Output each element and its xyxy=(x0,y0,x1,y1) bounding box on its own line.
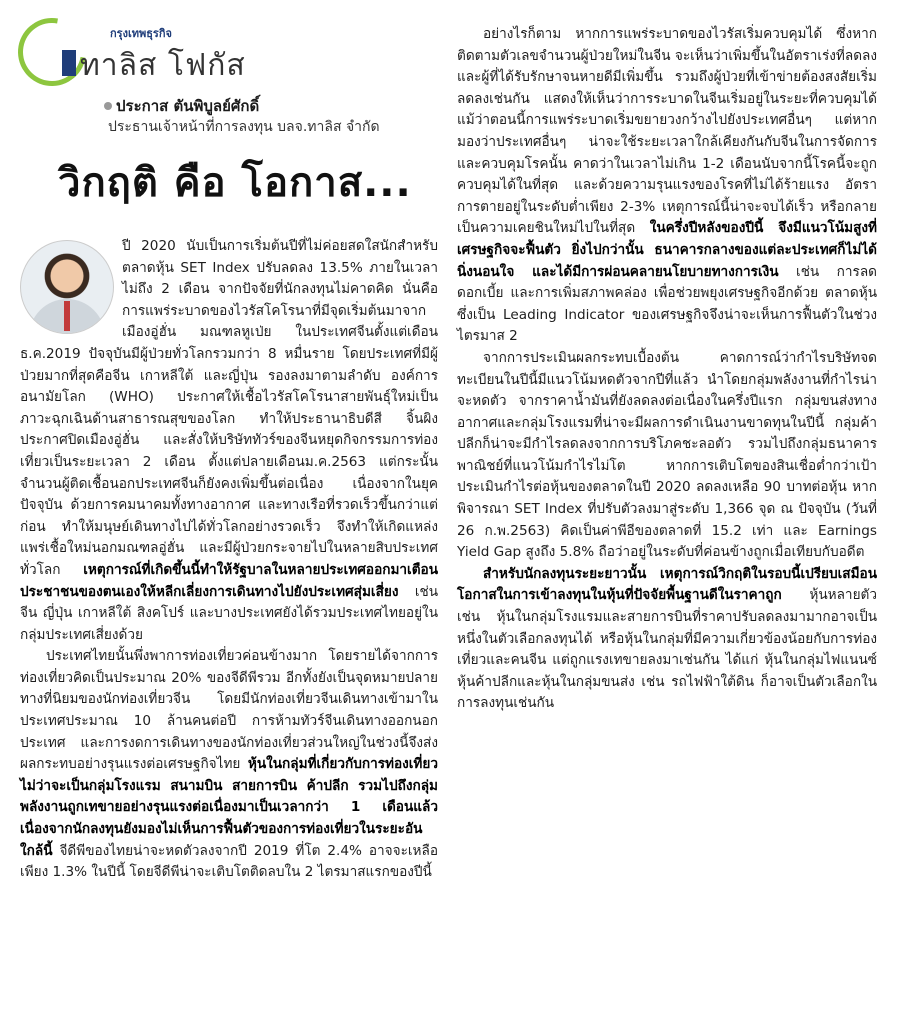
paragraph-text: หุ้นหลายตัว เช่น หุ้นในกลุ่มโรงแรมและสายการบินที่ราคาปรับลดลงมามากอาจเป็นหนึ่งในตัวเลือกลงทุนได้ หรือหุ้นในกลุ่มที่มีความเกี่ยวข้องน้อยกับการท่องเที่ยวและคนจีน แต่ถูกแรงเทขายลงมาเช่นกัน ได้แก่ หุ้นในกลุ่มไฟแนนซ์ หุ้นค้าปลีกและหุ้นในกลุ่มขนส่ง เช่น รถไฟฟ้าใต้ดิน ก็อาจเป็นตัวเลือกในการลงทุนเช่นกัน xyxy=(457,587,877,712)
paragraph-emphasis: ในครึ่งปีหลังของปีนี้ จึงมีแนวโน้มสูงที่เศรษฐกิจจะฟื้นตัว ยิ่งไปกว่านั้น ธนาคารกลางของแต่ละประเทศก็ไม่ได้นิ่งนอนใจ และได้มีการผ่อนคลายนโยบายทางการเงิน xyxy=(457,220,877,280)
right-column xyxy=(457,24,877,715)
paragraph-text: จีดีพีของไทยน่าจะหดตัวลงจากปี 2019 ที่โต 2.4% อาจจะเหลือเพียง 1.3% ในปีนี้ โดยจีดีพีน่าจะเติบโตติดลบใน 2 ไตรมาสแรกของปีนี้ xyxy=(20,842,438,881)
paragraph xyxy=(457,564,877,715)
paragraph-text: ประเทศไทยนั้นพึ่งพาการท่องเที่ยวค่อนข้างมาก โดยรายได้จากการท่องเที่ยวคิดเป็นประมาณ 20% ของจีดีพีรวม อีกทั้งยังเป็นจุดหมายปลายทางที่นิยมของนักท่องเที่ยวจีน โดยมีนักท่องเที่ยวจีนเดินทางเข้ามาในประเทศประมาณ 10 ล้านคนต่อปี การห้ามทัวร์จีนเดินทางออกนอกประเทศ และการงดการเดินทางของนักท่องเที่ยวส่วนใหญ่ในช่วงนี้จึงส่งผลกระทบอย่างรุนแรงต่อเศรษฐกิจไทย xyxy=(20,648,438,773)
bullet-icon xyxy=(104,102,112,110)
author-role: ประธานเจ้าหน้าที่การลงทุน บลจ.ทาลิส จำกัด xyxy=(108,119,380,135)
paragraph xyxy=(457,348,877,564)
column-logo-bar xyxy=(62,50,76,76)
paragraph-text: เช่น จีน ญี่ปุ่น เกาหลีใต้ สิงคโปร์ และบางประเทศยังได้รวมประเทศไทยอยู่ในกลุ่มประเทศเสี่ยงด้วย xyxy=(20,583,438,643)
paragraph-text: ปี 2020 นับเป็นการเริ่มต้นปีที่ไม่ค่อยสดใสนักสำหรับตลาดหุ้น SET Index ปรับลดลง 13.5% ภายในเวลาไม่ถึง 2 เดือน จากปัจจัยที่นักลงทุนไม่คาดคิด นั่นคือ การแพร่ระบาดของไวรัสโคโรนาที่มีจุดเริ่มต้นมาจากเมืองอู่ฮั่น มณฑลหูเป่ย ในประเทศจีนตั้งแต่เดือนธ.ค.2019 ปัจจุบันมีผู้ป่วยทั่วโลกรวมกว่า 8 หมื่นราย โดยประเทศที่มีผู้ป่วยมากที่สุดคือจีน เกาหลีใต้ และญี่ปุ่น รองลงมาตามลำดับ องค์การอนามัยโลก (WHO) ประกาศให้เชื้อไวรัสโคโรนาสายพันธุ์ใหม่เป็นภาวะฉุกเฉินด้านสาธารณสุขของโลก ทำให้ประธานาธิบดีสี จิ้นผิงประกาศปิดเมืองอู่ฮั่น และสั่งให้บริษัททัวร์ของจีนหยุดกิจกรรมการท่องเที่ยวเป็นระยะเวลา 2 เดือน ตั้งแต่ปลายเดือนม.ค.2563 แต่กระนั้น จำนวนผู้ติดเชื้อนอกประเทศจีนก็ยังคงเพิ่มขึ้นต่อเนื่อง เนื่องจากในยุคปัจจุบัน ด้วยการคมนาคมทั้งทางอากาศ และทางเรือที่รวดเร็วขึ้นกว่าแต่ก่อน ทำให้มนุษย์เดินทางไปได้ทั่วโลกอย่างรวดเร็ว จึงทำให้เกิดแหล่งแพร่เชื้อใหม่นอกมณฑลอู่ฮั่น และมีผู้ป่วยกระจายไปในหลายสิบประเทศทั่วโลก xyxy=(20,238,438,578)
author-name: ประกาส ตันพิบูลย์ศักดิ์ xyxy=(116,97,260,115)
paragraph-emphasis: เหตุการณ์ที่เกิดขึ้นนี้ทำให้รัฐบาลในหลายประเทศออกมาเตือนประชาชนของตนเองให้หลีกเลี่ยงการเดินทางไปยังประเทศสุ่มเสี่ยง xyxy=(20,561,438,600)
paragraph xyxy=(20,646,438,884)
paragraph xyxy=(457,24,877,348)
paragraph-text: เช่น การลดดอกเบี้ย และการเพิ่มสภาพคล่อง เพื่อช่วยพยุงเศรษฐกิจอีกด้วย ตลาดหุ้นซึ่งเป็น Leading Indicator ของเศรษฐกิจจึงน่าจะเห็นการฟื้นตัวในช่วงไตรมาส 2 xyxy=(457,263,878,345)
brand-label: กรุงเทพธุรกิจ xyxy=(110,27,172,40)
paragraph-emphasis: หุ้นในกลุ่มที่เกี่ยวกับการท่องเที่ยว ไม่ว่าจะเป็นกลุ่มโรงแรม สนามบิน สายการบิน ค้าปลีก รวมไปถึงกลุ่มพลังงานถูกเทขายอย่างรุนแรงต่อเนื่องมาเป็นเวลากว่า 1 เดือนแล้ว เนื่องจากนักลงทุนยังมองไม่เห็นการฟื้นตัวของการท่องเที่ยวในระยะอันใกล้นี้ xyxy=(20,756,438,859)
paragraph-text: จากการประเมินผลกระทบเบื้องต้น คาดการณ์ว่ากำไรบริษัทจดทะเบียนในปีนี้มีแนวโน้มหดตัวจากปีที่แล้ว นำโดยกลุ่มพลังงานที่กำไรน่าจะหดตัว จากราคาน้ำมันที่ยังลดลงต่อเนื่องในครึ่งปีแรก กลุ่มขนส่งทางอากาศและกลุ่มโรงแรมที่น่าจะมีผลการดำเนินงานขาดทุนในปีนี้ กลุ่มค้าปลีกก็น่าจะมีกำไรลดลงจากการบริโภคชะลอตัว รวมไปถึงกลุ่มธนาคารพาณิชย์ที่แนวโน้มกำไรไม่โต หากการเติบโตของสินเชื่อต่ำกว่าเป้า ประเมินกำไรต่อหุ้นของตลาดในปี 2020 ลดลงเหลือ 90 บาทต่อหุ้น หากพิจารณา SET Index ที่ปรับตัวลงมาสู่ระดับ 1,366 จุด ณ ปัจจุบัน (วันที่ 26 ก.พ.2563) คิดเป็นค่าพีอีของตลาดที่ 15.2 เท่า และ Earnings Yield Gap สูงถึง 5.8% ถือว่าอยู่ในระดับที่ค่อนข้างถูกเมื่อเทียบกับอดีต xyxy=(457,349,877,561)
column-title: ทาลิส โฟกัส xyxy=(80,48,246,83)
paragraph-emphasis: สำหรับนักลงทุนระยะยาวนั้น เหตุการณ์วิกฤติในรอบนี้เปรียบเสมือนโอกาสในการเข้าลงทุนในหุ้นที่ปัจจัยพื้นฐานดีในราคาถูก xyxy=(457,565,877,604)
paragraph-text: อย่างไรก็ตาม หากการแพร่ระบาดของไวรัสเริ่มควบคุมได้ ซึ่งหากติดตามตัวเลขจำนวนผู้ป่วยใหม่ในจีน จะเห็นว่าเพิ่มขึ้นในอัตราเร่งที่ลดลง และผู้ที่ได้รับรักษาจนหายดีมีเพิ่มขึ้น รวมถึงผู้ป่วยที่เข้าข่ายต้องสงสัยเริ่มลดลงเช่นกัน แสดงให้เห็นว่าการระบาดในจีนเริ่มอยู่ในระยะที่ควบคุมได้ แม้ว่าตอนนี้การแพร่ระบาดเริ่มขยายวงกว้างไปยังประเทศอื่นๆ แต่หากมองว่าประเทศอื่นๆ น่าจะใช้ระยะเวลาใกล้เคียงกันกับจีนในการจัดการและควบคุมโรคนั้น คาดว่าในเวลาไม่เกิน 1-2 เดือนนับจากนี้โรคนี้จะถูกควบคุมได้ในที่สุด และด้วยความรุนแรงของโรคที่ไม่ได้ร้ายแรง อัตราการตายอยู่ในระดับต่ำเพียง 2-3% เหตุการณ์นี้น่าจะจบได้เร็ว หรือกลายเป็นความเคยชินใหม่ไปในที่สุด xyxy=(457,26,877,237)
photo-spacer xyxy=(20,236,122,342)
left-column xyxy=(20,236,438,884)
headline: วิกฤติ คือ โอกาส... xyxy=(58,160,412,206)
masthead xyxy=(18,14,438,135)
paragraph xyxy=(20,236,438,646)
